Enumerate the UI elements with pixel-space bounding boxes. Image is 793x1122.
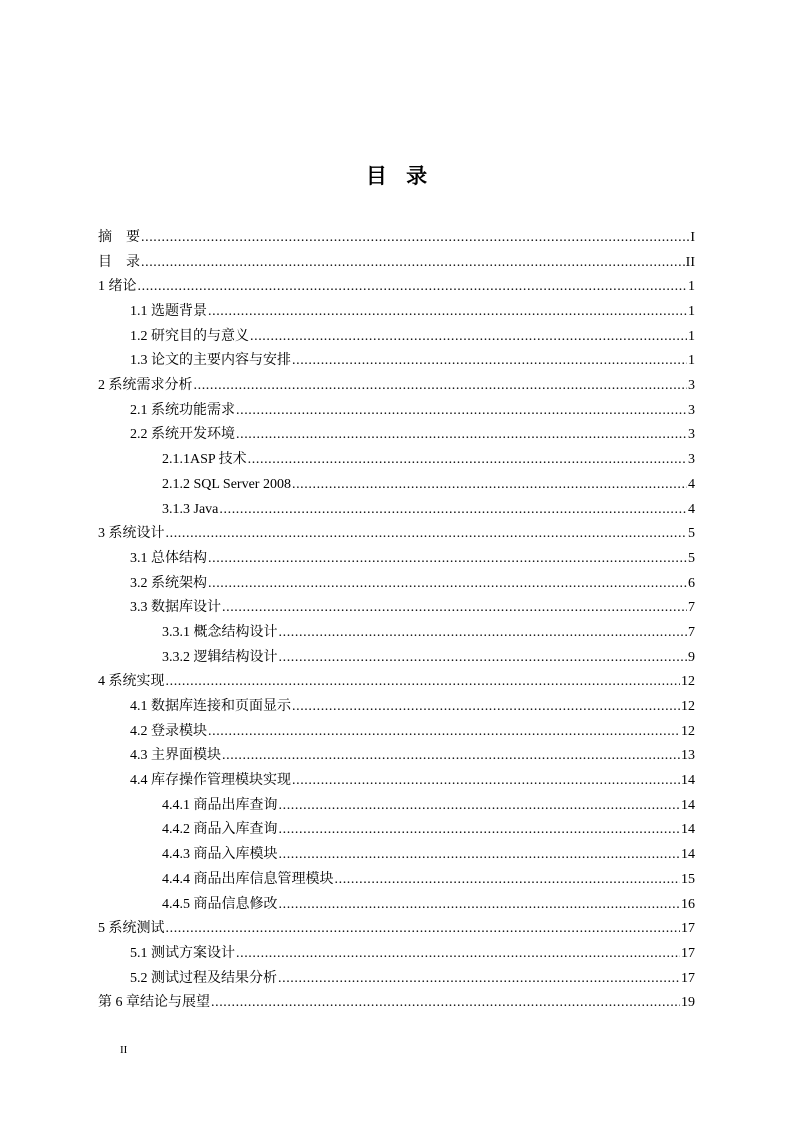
toc-entry[interactable] [98,917,695,942]
toc-entry-label: 4.4.5 商品信息修改 [162,896,278,912]
toc-entry-page: 7 [688,624,695,640]
toc-entry-label: 2.1.1ASP 技术 [162,452,247,468]
toc-entry-label: 3.2 系统架构 [130,575,207,591]
toc-entry-page: 3 [688,427,695,443]
toc-entry-label: 4.4.1 商品出库查询 [162,797,278,813]
toc-leader-dots [219,498,687,523]
toc-leader-dots [222,744,680,769]
toc-entry-page: 12 [681,674,695,690]
toc-entry-page: 12 [681,699,695,715]
toc-leader-dots [279,843,681,868]
toc-leader-dots [279,893,681,918]
toc-entry-page: 1 [688,353,695,369]
toc-entry[interactable] [98,868,695,893]
toc-entry-page: 12 [681,723,695,739]
toc-entry-label: 4 系统实现 [98,674,165,690]
toc-leader-dots [166,670,681,695]
toc-entry-label: 3.3.1 概念结构设计 [162,624,278,640]
toc-entry-page: 14 [681,847,695,863]
toc-leader-dots [292,349,687,374]
toc-entry[interactable] [98,399,695,424]
toc-leader-dots [335,868,681,893]
toc-entry[interactable] [98,498,695,523]
toc-entry[interactable] [98,325,695,350]
toc-entry-label: 1 绪论 [98,279,137,295]
toc-entry-page: 17 [681,921,695,937]
toc-entry[interactable] [98,547,695,572]
toc-entry[interactable] [98,893,695,918]
toc-entry-page: 17 [681,970,695,986]
toc-leader-dots [279,818,681,843]
toc-entry-label: 2.1.2 SQL Server 2008 [162,476,291,492]
toc-entry-page: 6 [688,575,695,591]
toc-entry[interactable] [98,967,695,992]
toc-entry[interactable] [98,942,695,967]
toc-entry-page: 5 [688,550,695,566]
toc-entry-page: 14 [681,797,695,813]
toc-entry-label: 1.1 选题背景 [130,304,207,320]
toc-entry-label: 4.4.3 商品入库模块 [162,847,278,863]
toc-entry-page: 3 [688,452,695,468]
toc-entry[interactable] [98,424,695,449]
toc-entry[interactable] [98,819,695,844]
toc-entry-page: 1 [688,304,695,320]
toc-entry-label: 2.1 系统功能需求 [130,402,235,418]
toc-entry-label: 3.1.3 Java [162,501,219,517]
toc-leader-dots [279,621,688,646]
toc-entry[interactable] [98,596,695,621]
toc-leader-dots [141,251,685,276]
toc-entry[interactable] [98,473,695,498]
page-title: 目 录 [365,164,428,188]
toc-entry-page: 3 [688,378,695,394]
toc-leader-dots [292,473,687,498]
toc-entry-label: 2.2 系统开发环境 [130,427,235,443]
toc-leader-dots [250,325,687,350]
toc-entry[interactable] [98,251,695,276]
toc-entry-label: 5.1 测试方案设计 [130,945,235,961]
toc-leader-dots [141,226,689,251]
toc-leader-dots [208,547,687,572]
toc-entry-label: 5 系统测试 [98,921,165,937]
toc-entry-label: 摘 要 [98,229,140,245]
toc-entry-label: 第 6 章结论与展望 [98,995,210,1011]
toc-leader-dots [138,275,688,300]
toc-leader-dots [208,572,687,597]
toc-entry-page: I [690,229,695,245]
toc-entry[interactable] [98,794,695,819]
toc-leader-dots [194,374,688,399]
toc-entry-page: 14 [681,773,695,789]
toc-leader-dots [292,695,680,720]
toc-entry-label: 3.3.2 逻辑结构设计 [162,649,278,665]
toc-entry-page: 1 [688,279,695,295]
toc-entry[interactable] [98,374,695,399]
toc-entry[interactable] [98,349,695,374]
toc-leader-dots [292,769,680,794]
toc-entry-label: 5.2 测试过程及结果分析 [130,970,277,986]
toc-entry[interactable] [98,670,695,695]
toc-entry[interactable] [98,522,695,547]
toc-entry[interactable] [98,572,695,597]
toc-entry-label: 3.1 总体结构 [130,550,207,566]
toc-entry-label: 3 系统设计 [98,526,165,542]
page-footer-number: II [120,1044,128,1056]
toc-entry-label: 4.1 数据库连接和页面显示 [130,699,291,715]
toc-entry-label: 4.2 登录模块 [130,723,207,739]
toc-leader-dots [208,720,680,745]
toc-leader-dots [222,596,687,621]
toc-leader-dots [248,448,687,473]
toc-entry[interactable] [98,720,695,745]
toc-entry-page: 5 [688,526,695,542]
toc-entry-page: 4 [688,476,695,492]
toc-entry-page: 14 [681,822,695,838]
toc-entry-page: 13 [681,748,695,764]
toc-entry-label: 4.3 主界面模块 [130,748,221,764]
toc-leader-dots [236,942,680,967]
toc-entry[interactable] [98,843,695,868]
toc-leader-dots [278,967,680,992]
toc-entry-page: 19 [681,995,695,1011]
toc-entry[interactable] [98,744,695,769]
toc-leader-dots [166,522,688,547]
toc-entry[interactable] [98,646,695,671]
toc-entry-label: 目 录 [98,254,140,270]
toc-entry-label: 4.4 库存操作管理模块实现 [130,773,291,789]
toc-entry-page: 17 [681,945,695,961]
toc-entry[interactable] [98,300,695,325]
toc-entry[interactable] [98,769,695,794]
toc-entry-label: 2 系统需求分析 [98,378,193,394]
toc-entry-page: 16 [681,896,695,912]
toc-leader-dots [279,794,681,819]
table-of-contents [98,226,695,1016]
toc-entry-page: 9 [688,649,695,665]
toc-entry-label: 4.4.4 商品出库信息管理模块 [162,871,334,887]
toc-entry-label: 1.2 研究目的与意义 [130,328,249,344]
toc-entry-page: 4 [688,501,695,517]
toc-entry-page: 15 [681,871,695,887]
toc-entry-label: 1.3 论文的主要内容与安排 [130,353,291,369]
toc-entry[interactable] [98,275,695,300]
toc-entry[interactable] [98,991,695,1016]
toc-entry-page: 1 [688,328,695,344]
toc-entry[interactable] [98,695,695,720]
toc-entry[interactable] [98,226,695,251]
toc-entry-label: 4.4.2 商品入库查询 [162,822,278,838]
toc-entry-page: 7 [688,600,695,616]
toc-leader-dots [236,423,687,448]
toc-leader-dots [236,399,687,424]
toc-leader-dots [279,646,688,671]
toc-leader-dots [211,991,680,1016]
toc-entry-label: 3.3 数据库设计 [130,600,221,616]
toc-entry[interactable] [98,448,695,473]
toc-entry-page: II [685,254,695,270]
toc-entry[interactable] [98,621,695,646]
toc-entry-page: 3 [688,402,695,418]
toc-leader-dots [166,917,681,942]
toc-leader-dots [208,300,687,325]
